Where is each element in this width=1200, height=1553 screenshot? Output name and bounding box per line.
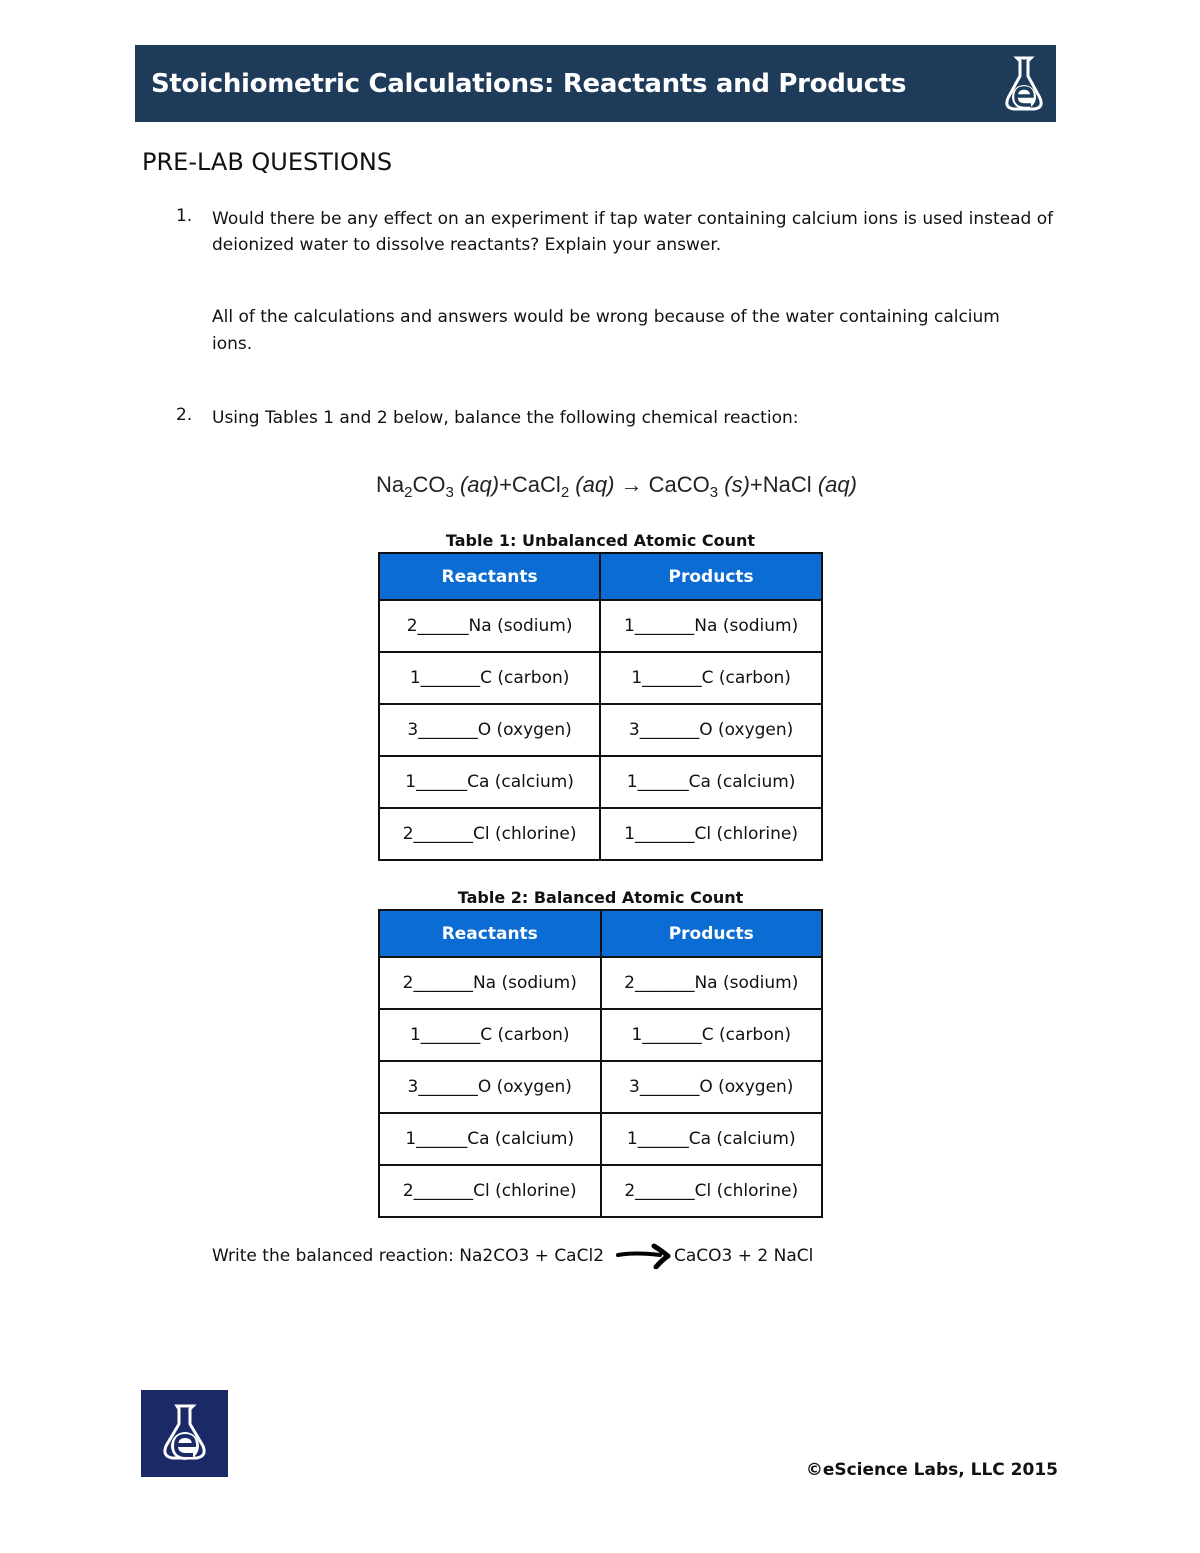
table-row xyxy=(379,808,822,860)
header-banner xyxy=(135,45,1056,122)
eq-arrow: → xyxy=(620,472,643,497)
table-cell: 3_______O (oxygen) xyxy=(600,704,822,756)
eq-plus-1: + xyxy=(499,472,512,497)
table-cell: 2______Na (sodium) xyxy=(379,600,600,652)
table-header-reactants: Reactants xyxy=(379,910,601,957)
table-header-reactants: Reactants xyxy=(379,553,600,600)
table-row xyxy=(379,652,822,704)
eq-plus-2: + xyxy=(749,472,763,497)
table-header-products: Products xyxy=(601,910,823,957)
table-1-caption: Table 1: Unbalanced Atomic Count xyxy=(445,531,756,550)
table-row xyxy=(379,756,822,808)
table-cell: 2_______Cl (chlorine) xyxy=(601,1165,823,1217)
section-heading: PRE-LAB QUESTIONS xyxy=(142,148,393,176)
table-row xyxy=(379,704,822,756)
question-2-text: Using Tables 1 and 2 below, balance the following chemical reaction: xyxy=(212,408,799,428)
table-row xyxy=(379,1061,822,1113)
table-row xyxy=(379,1165,822,1217)
table-cell: 1_______C (carbon) xyxy=(379,1009,601,1061)
question-2-number: 2. xyxy=(176,405,193,425)
table-balanced-atomic-count xyxy=(378,909,823,1218)
table-cell: 2_______Na (sodium) xyxy=(601,957,823,1009)
flask-e-logo-icon xyxy=(1000,52,1048,114)
table-cell: 1______Ca (calcium) xyxy=(600,756,822,808)
table-cell: 1_______C (carbon) xyxy=(601,1009,823,1061)
table-row xyxy=(379,957,822,1009)
table-2-caption: Table 2: Balanced Atomic Count xyxy=(457,888,744,907)
eq-product-2: NaCl (aq) xyxy=(762,472,857,497)
table-cell: 2_______Cl (chlorine) xyxy=(379,1165,601,1217)
table-row xyxy=(379,1113,822,1165)
table-cell: 3_______O (oxygen) xyxy=(379,1061,601,1113)
hand-drawn-arrow-icon xyxy=(616,1243,672,1269)
question-1-text: Would there be any effect on an experiment if tap water containing calcium ions is used instead of deionized water to dissolve reactants? Explain your answer. xyxy=(212,209,1054,255)
table-header-products: Products xyxy=(600,553,822,600)
balanced-reaction-prefix: Write the balanced reaction: Na2CO3 + CaCl2 xyxy=(212,1246,605,1266)
table-cell: 1_______C (carbon) xyxy=(600,652,822,704)
balanced-reaction-suffix: CaCO3 + 2 NaCl xyxy=(674,1246,814,1266)
escience-labs-logo-icon xyxy=(141,1390,228,1477)
question-1-number: 1. xyxy=(176,206,193,226)
table-cell: 1_______Na (sodium) xyxy=(600,600,822,652)
eq-product-1: CaCO$_3$ (s) xyxy=(648,472,750,501)
table-cell: 2_______Na (sodium) xyxy=(379,957,601,1009)
table-cell: 1_______Cl (chlorine) xyxy=(600,808,822,860)
table-row xyxy=(379,600,822,652)
table-cell: 3_______O (oxygen) xyxy=(601,1061,823,1113)
table-unbalanced-atomic-count xyxy=(378,552,823,861)
eq-reactant-2: CaCl$_2$ (aq) xyxy=(511,472,615,501)
table-cell: 1______Ca (calcium) xyxy=(379,1113,601,1165)
table-row xyxy=(379,1009,822,1061)
table-cell: 2_______Cl (chlorine) xyxy=(379,808,600,860)
document-title: Stoichiometric Calculations: Reactants and Products xyxy=(151,68,907,99)
question-1-answer: All of the calculations and answers would be wrong because of the water containing calcium ions. xyxy=(212,307,1000,354)
balanced-reaction-line xyxy=(212,1243,813,1269)
copyright-notice: ©eScience Labs, LLC 2015 xyxy=(805,1460,1058,1480)
table-cell: 3_______O (oxygen) xyxy=(379,704,600,756)
chemical-equation xyxy=(376,472,857,501)
table-cell: 1______Ca (calcium) xyxy=(601,1113,823,1165)
table-cell: 1_______C (carbon) xyxy=(379,652,600,704)
table-cell: 1______Ca (calcium) xyxy=(379,756,600,808)
eq-reactant-1: $Na_2CO_3$ (aq) xyxy=(376,472,500,501)
